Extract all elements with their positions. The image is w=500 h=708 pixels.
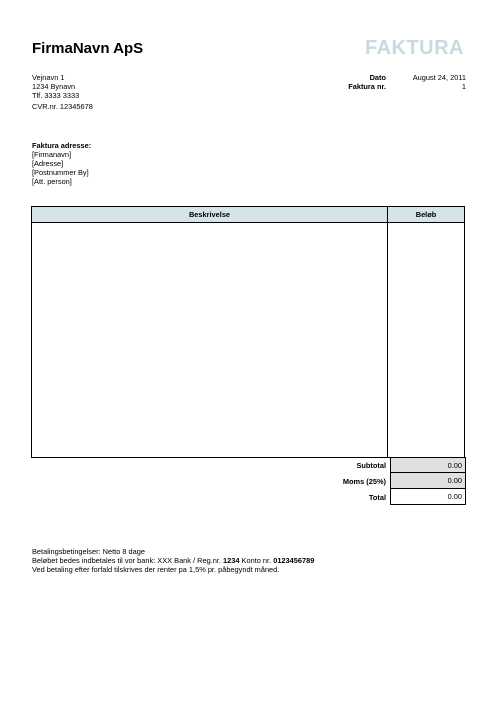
sender-phone: Tlf. 3333 3333 [32, 91, 80, 100]
document-title: FAKTURA [364, 37, 464, 59]
billing-line: [Adresse] [32, 159, 64, 168]
interest-line: Ved betaling efter forfald tilskrives der renter pa 1,5% pr. påbegyndt måned. [32, 565, 280, 574]
date-value: August 24, 2011 [412, 73, 466, 82]
column-divider [387, 222, 388, 457]
payment-terms [32, 547, 314, 574]
bank-mid: Konto nr. [239, 556, 274, 565]
column-header-amount: Beløb [415, 210, 437, 219]
items-table-header [32, 207, 464, 223]
subtotal-value: 0.00 [390, 457, 466, 473]
invoice-number-label: Faktura nr. [348, 82, 386, 91]
billing-line: [Att. person] [32, 177, 72, 186]
invoice-number-row [300, 82, 466, 91]
account-number: 0123456789 [273, 556, 315, 565]
terms-line: Betalingsbetingelser: Netto 8 dage [32, 547, 145, 556]
date-label: Dato [369, 73, 386, 82]
billing-line: [Postnummer By] [32, 168, 89, 177]
total-row [300, 489, 466, 505]
date-row [300, 73, 466, 82]
vat-label: Moms (25%) [342, 476, 386, 486]
company-name: FirmaNavn ApS [32, 40, 144, 57]
sender-address [32, 73, 93, 111]
items-table-body [32, 222, 464, 457]
sender-cvr: CVR.nr. 12345678 [32, 102, 93, 111]
reg-number: 1234 [223, 556, 240, 565]
total-value: 0.00 [390, 489, 466, 505]
bank-prefix: Beløbet bedes indbetales til vor bank: XXX Bank / Reg.nr. [32, 556, 224, 565]
vat-value: 0.00 [390, 473, 466, 489]
column-header-description: Beskrivelse [32, 207, 388, 222]
invoice-meta [300, 73, 466, 91]
billing-heading: Faktura adresse: [32, 141, 92, 150]
billing-address [32, 141, 91, 186]
vat-row [300, 473, 466, 489]
subtotal-row [300, 457, 466, 473]
sender-street: Vejnavn 1 [32, 73, 65, 82]
items-table [31, 206, 465, 458]
billing-line: [Firmanavn] [32, 150, 72, 159]
subtotal-label: Subtotal [356, 460, 386, 470]
sender-city: 1234 Bynavn [32, 82, 76, 91]
totals-block [300, 457, 466, 505]
invoice-number-value: 1 [461, 82, 466, 91]
total-label: Total [368, 492, 386, 502]
bank-details-line [32, 556, 314, 565]
